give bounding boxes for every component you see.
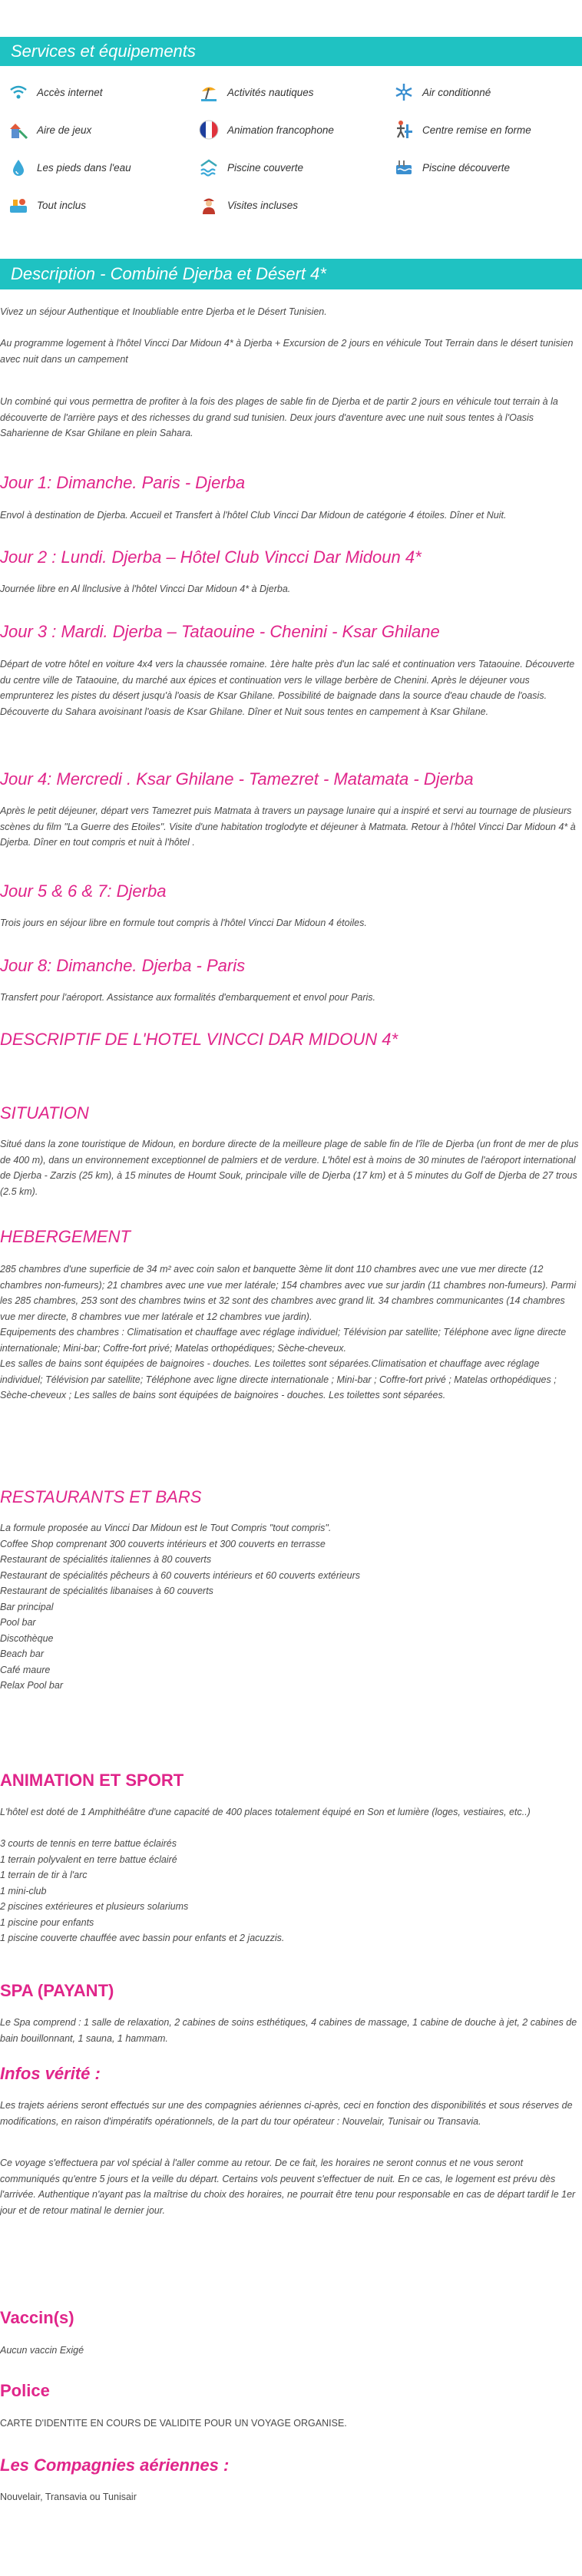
spa-title: SPA (PAYANT) [0, 1981, 114, 2000]
day-title: Jour 5 & 6 & 7: Djerba [0, 881, 167, 901]
intro-paragraph: Vivez un séjour Authentique et Inoubliable entre Djerba et le Désert Tunisien. [0, 306, 327, 317]
police-title: Police [0, 2381, 50, 2400]
day-text: Trois jours en séjour libre en formule tout compris à l'hôtel Vincci Dar Midoun 4 étoiles. [0, 918, 367, 928]
spa-text: Le Spa comprend : 1 salle de relaxation, 2 cabines de soins esthétiques, 4 cabines de massage, 1 cabine de douche à jet, 2 cabines de bain bouillonnant, 1 sauna, 1 hammam. [0, 2017, 577, 2044]
list-item: Café maure [0, 1664, 51, 1675]
fitness-icon [393, 119, 415, 141]
list-item: Pool bar [0, 1617, 36, 1628]
hebergement-text: 285 chambres d'une superficie de 34 m² avec coin salon et banquette 3ème lit dont 110 chambres avec une vue mer directe (12 chambres non-fumeurs); 21 chambres avec une vue mer latérale; 154 chambres avec vue sur jardin (11 chambres non-fumeurs). Parmi les 285 chambres, 253 sont des chambres twins et 32 sont des chambres avec grand lit. 34 chambres communicantes (14 chambres vue mer directe, 8 chambres vue mer latérale et 12 chambres vue jardin). [0, 1264, 577, 1322]
list-item: 3 courts de tennis en terre battue éclairés [0, 1838, 177, 1849]
service-item: Centre remise en forme [393, 119, 531, 141]
day-text: Envol à destination de Djerba. Accueil et Transfert à l'hôtel Club Vincci Dar Midoun de catégorie 4 étoiles. Dîner et Nuit. [0, 510, 507, 521]
list-item: 1 piscine pour enfants [0, 1916, 94, 1928]
service-item: Piscine découverte [393, 157, 510, 178]
list-item: Beach bar [0, 1648, 44, 1659]
day-title: Jour 1: Dimanche. Paris - Djerba [0, 473, 246, 492]
service-item: Accès internet [8, 81, 103, 103]
hotel-title: DESCRIPTIF DE L'HOTEL VINCCI DAR MIDOUN 4* [0, 1030, 398, 1049]
description-title-bar [0, 259, 582, 289]
day-text: Journée libre en Al llnclusive à l'hôtel Vincci Dar Midoun 4* à Djerba. [0, 584, 291, 594]
day-title: Jour 3 : Mardi. Djerba – Tataouine - Chenini - Ksar Ghilane [0, 622, 440, 641]
outdoor-pool-icon [393, 157, 415, 178]
airlines-text: Nouvelair, Transavia ou Tunisair [0, 2492, 137, 2502]
service-item: Air conditionné [393, 81, 491, 103]
vaccin-text: Aucun vaccin Exigé [0, 2345, 84, 2356]
restaurants-list [0, 1520, 579, 1694]
hebergement-title: HEBERGEMENT [0, 1227, 131, 1246]
animation-list [0, 1836, 579, 1946]
service-item: Les pieds dans l'eau [8, 157, 131, 178]
list-item: 1 terrain polyvalent en terre battue éclairé [0, 1853, 177, 1865]
vaccin-title: Vaccin(s) [0, 2308, 74, 2327]
list-item: 1 piscine couverte chauffée avec bassin pour enfants et 2 jacuzzis. [0, 1933, 285, 1943]
list-item: 2 piscines extérieures et plusieurs solariums [0, 1901, 189, 1912]
services-title: Services et équipements [11, 41, 196, 61]
airlines-title: Les Compagnies aériennes : [0, 2455, 230, 2475]
day-text: Transfert pour l'aéroport. Assistance aux formalités d'embarquement et envol pour Paris. [0, 992, 376, 1003]
service-item: Activités nautiques [198, 81, 314, 103]
list-item: Restaurant de spécialités italiennes à 80 couverts [0, 1554, 212, 1565]
beach-umbrella-icon [198, 81, 220, 103]
day-title: Jour 4: Mercredi . Ksar Ghilane - Tamezret - Matamata - Djerba [0, 769, 474, 789]
hebergement-text: Les salles de bains sont équipées de baignoires - douches. Les toilettes sont séparées.Climatisation et chauffage avec réglage individuel; Télévision par satellite; Téléphone avec ligne directe internationale ; Mini-bar ; Coffre-fort privé ; Matelas orthopédiques ; Sèche-cheveux ; Les salles de bains sont équipées de baignoires - douches. Les toilettes sont séparées. [0, 1358, 557, 1400]
intro-paragraph: Un combiné qui vous permettra de profiter à la fois des plages de sable fin de Djerba et de partir 2 jours en véhicule tout terrain à la découverte de l'arrière pays et des richesses du grand sud tunisien. Deux jours d'aventure avec une nuit sous tentes à l'Oasis Saharienne de Ksar Ghilane en plein Sahara. [0, 396, 558, 438]
list-item: Bar principal [0, 1601, 54, 1612]
playground-icon [8, 119, 29, 141]
day-title: Jour 2 : Lundi. Djerba – Hôtel Club Vincci Dar Midoun 4* [0, 547, 422, 567]
list-item: Relax Pool bar [0, 1680, 63, 1691]
covered-pool-icon [198, 157, 220, 178]
services-title-bar [0, 37, 582, 66]
list-item: 1 mini-club [0, 1885, 47, 1896]
description-title: Description - Combiné Djerba et Désert 4* [11, 264, 326, 283]
wifi-icon [8, 81, 29, 103]
service-item: Visites incluses [198, 194, 298, 216]
intro-paragraph: Au programme logement à l'hôtel Vincci Dar Midoun 4* à Djerba + Excursion de 2 jours en véhicule Tout Terrain dans le désert tunisien avec nuit dans un campement [0, 338, 574, 365]
list-item: Restaurant de spécialités pêcheurs à 60 couverts intérieurs et 60 couverts extérieurs [0, 1569, 360, 1581]
police-text: CARTE D'IDENTITE EN COURS DE VALIDITE POUR UN VOYAGE ORGANISE. [0, 2418, 347, 2429]
snowflake-icon [393, 81, 415, 103]
infos-text: Ce voyage s'effectuera par vol spécial à l'aller comme au retour. De ce fait, les horaires ne seront connus et ne vous seront communiqués qu'entre 5 jours et la veille du départ. Certains vols peuvent s'effectuer de nuit. En ce cas, le logement est prévu dès l'arrivée. Authentique n'ayant pas la maîtrise du choix des horaires, ne pourrait être tenu pour responsable en cas de départ tardif le 1er jour et de retour matinal le dernier jour. [0, 2158, 576, 2216]
day-text: Après le petit déjeuner, départ vers Tamezret puis Matmata à travers un paysage lunaire qui a inspiré et servi au tournage de plusieurs scènes du film "La Guerre des Etoiles". Visite d'une habitation troglodyte et déjeuner à Matmata. Retour à l'hôtel Vincci Dar Midoun 4* à Djerba. Dîner en tout compris et nuit à l'hôtel . [0, 805, 576, 848]
situation-title: SITUATION [0, 1103, 89, 1123]
day-text: Départ de votre hôtel en voiture 4x4 vers la chaussée romaine. 1ère halte près d'un lac salé et continuation vers Tataouine. Découverte du centre ville de Tataouine, du marché aux épices et continuation vers le village berbère de Chenini. Après le déjeuner vous emprunterez les pistes du désert jusqu'à l'oasis de Ksar Ghilane. Possibilité de baignade dans la source d'eau chaude de l'oasis. Découverte du Sahara avoisinant l'oasis de Ksar Ghilane. Dîner et Nuit sous tentes en campement à Ksar Ghilane. [0, 659, 575, 717]
restaurants-title: RESTAURANTS ET BARS [0, 1487, 202, 1506]
situation-text: Situé dans la zone touristique de Midoun, en bordure directe de la meilleure plage de sable fin de l'île de Djerba (un front de mer de plus de 400 m), dans un environnement exceptionnel de palmiers et de verdure. L'hôtel est à moins de 30 minutes de l'aéroport international de Djerba - Zarzis (25 km), à 15 minutes de Houmt Souk, principale ville de Djerba (17 km) et à 5 minutes du Golf de Djerba de 27 trous (2.5 km). [0, 1139, 579, 1197]
animation-title: ANIMATION ET SPORT [0, 1771, 184, 1790]
infos-text: Les trajets aériens seront effectués sur une des compagnies aériennes ci-après, ceci en fonction des disponibilités et sous réserves de modifications, en raison d'impératifs opérationnels, de la part du tour opérateur : Nouvelair, Tunisair ou Transavia. [0, 2100, 573, 2127]
list-item: Coffee Shop comprenant 300 couverts intérieurs et 300 couverts en terrasse [0, 1538, 326, 1549]
service-item: Piscine couverte [198, 157, 303, 178]
list-item: La formule proposée au Vincci Dar Midoun est le Tout Compris "tout compris". [0, 1523, 332, 1533]
day-title: Jour 8: Dimanche. Djerba - Paris [0, 956, 246, 975]
list-item: 1 terrain de tir à l'arc [0, 1870, 88, 1880]
list-item: Restaurant de spécialités libanaises à 60 couverts [0, 1586, 213, 1596]
guide-icon [198, 194, 220, 216]
animation-text: L'hôtel est doté de 1 Amphithéâtre d'une capacité de 400 places totalement équipé en Son et lumière (loges, vestiaires, etc..) [0, 1807, 531, 1817]
service-item: Tout inclus [8, 194, 86, 216]
list-item: Discothèque [0, 1632, 54, 1644]
service-item: Aire de jeux [8, 119, 91, 141]
all-inclusive-icon [8, 194, 29, 216]
french-flag-icon [198, 119, 220, 141]
infos-title: Infos vérité : [0, 2064, 101, 2083]
service-item: Animation francophone [198, 119, 334, 141]
hebergement-text: Equipements des chambres : Climatisation et chauffage avec réglage individuel; Télévision par satellite; Téléphone avec ligne directe internationale; Mini-bar; Coffre-fort privé; Matelas orthopédiques; Sèche-cheveux. [0, 1327, 567, 1354]
water-drop-icon [8, 157, 29, 178]
